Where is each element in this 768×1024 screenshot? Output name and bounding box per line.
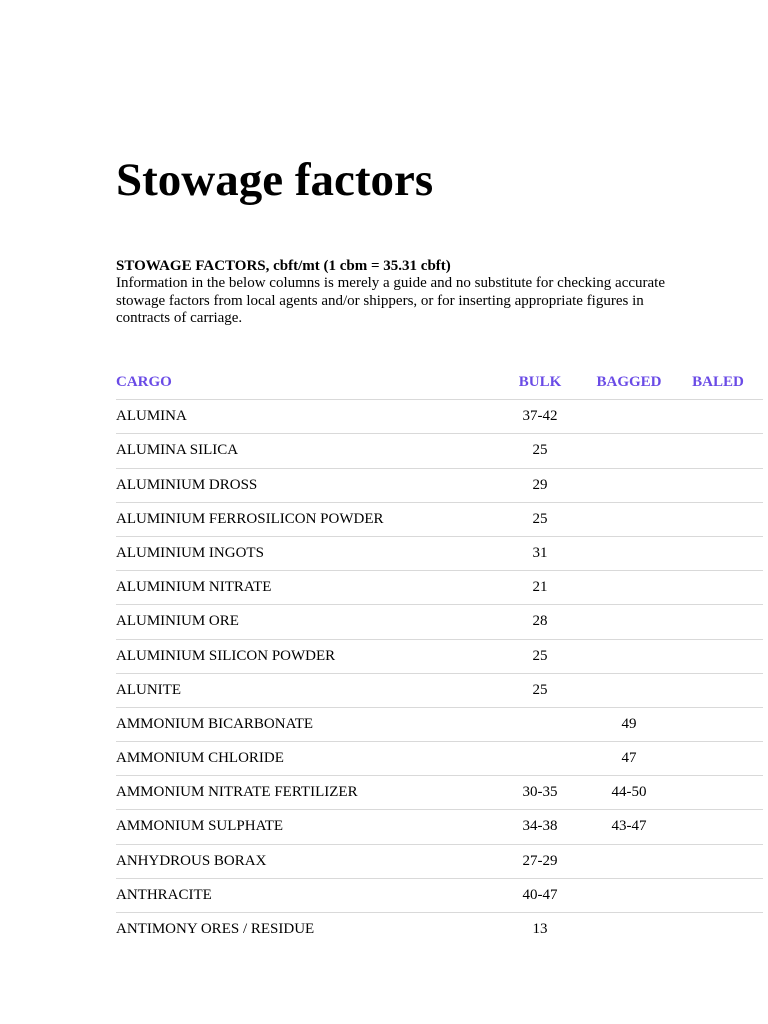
cell-bagged: 44-50: [611, 784, 647, 801]
cell-bulk: 25: [532, 442, 548, 459]
stowage-table: [116, 366, 763, 946]
cell-cargo: ALUMINIUM SILICON POWDER: [116, 647, 336, 664]
cell-bulk: 25: [532, 681, 548, 698]
table-row: [116, 640, 763, 674]
intro-block: [116, 258, 676, 327]
table-body: [116, 400, 763, 946]
cell-cargo: ALUMINA: [116, 408, 187, 425]
cell-bulk: 13: [532, 921, 548, 937]
table-row: [116, 434, 763, 468]
column-header-bagged: BAGGED: [596, 374, 662, 390]
cell-bulk: 37-42: [522, 408, 558, 425]
cell-cargo: ALUNITE: [116, 681, 181, 698]
disclaimer-text: Information in the below columns is merely a guide and no substitute for checking accurate stowage factors from local agents and/or shippers, or for inserting appropriate figures in contracts of carriage.: [116, 275, 666, 326]
column-header-baled: BALED: [692, 374, 744, 390]
table-row: [116, 469, 763, 503]
cell-cargo: AMMONIUM SULPHATE: [116, 818, 284, 835]
table-row: [116, 913, 763, 946]
page-title: Stowage factors: [116, 154, 434, 206]
table-row: [116, 810, 763, 844]
table-row: [116, 503, 763, 537]
cell-cargo: ALUMINA SILICA: [116, 442, 239, 459]
cell-bulk: 31: [532, 544, 548, 561]
cell-bulk: 27-29: [522, 852, 558, 869]
cell-bagged: 47: [621, 750, 637, 767]
cell-cargo: ALUMINIUM DROSS: [116, 476, 258, 493]
section-subhead: STOWAGE FACTORS, cbft/mt (1 cbm = 35.31 cbft): [116, 258, 451, 274]
table-header-row: [116, 366, 763, 400]
cell-cargo: ALUMINIUM INGOTS: [116, 544, 264, 561]
table-row: [116, 708, 763, 742]
cell-cargo: AMMONIUM BICARBONATE: [116, 715, 314, 732]
table-row: [116, 605, 763, 639]
cell-bulk: 25: [532, 647, 548, 664]
cell-bulk: 21: [532, 579, 548, 596]
cell-cargo: AMMONIUM NITRATE FERTILIZER: [116, 784, 358, 801]
table-row: [116, 845, 763, 879]
cell-bagged: 43-47: [611, 818, 647, 835]
cell-cargo: ALUMINIUM ORE: [116, 613, 239, 630]
column-header-bulk: BULK: [518, 374, 562, 390]
table-row: [116, 776, 763, 810]
table-row: [116, 879, 763, 913]
cell-bulk: 30-35: [522, 784, 558, 801]
cell-bulk: 29: [532, 476, 548, 493]
table-row: [116, 400, 763, 434]
cell-bagged: 49: [621, 715, 637, 732]
cell-cargo: ANTIMONY ORES / RESIDUE: [116, 921, 315, 937]
cell-bulk: 34-38: [522, 818, 558, 835]
table-row: [116, 571, 763, 605]
cell-cargo: ALUMINIUM FERROSILICON POWDER: [116, 510, 384, 527]
cell-cargo: ALUMINIUM NITRATE: [116, 579, 272, 596]
cell-bulk: 40-47: [522, 886, 558, 903]
cell-bulk: 25: [532, 510, 548, 527]
table-row: [116, 742, 763, 776]
cell-bulk: 28: [532, 613, 548, 630]
cell-cargo: ANHYDROUS BORAX: [116, 852, 267, 869]
table-row: [116, 537, 763, 571]
cell-cargo: AMMONIUM CHLORIDE: [116, 750, 284, 767]
cell-cargo: ANTHRACITE: [116, 886, 212, 903]
column-header-cargo: CARGO: [116, 374, 172, 390]
table-row: [116, 674, 763, 708]
